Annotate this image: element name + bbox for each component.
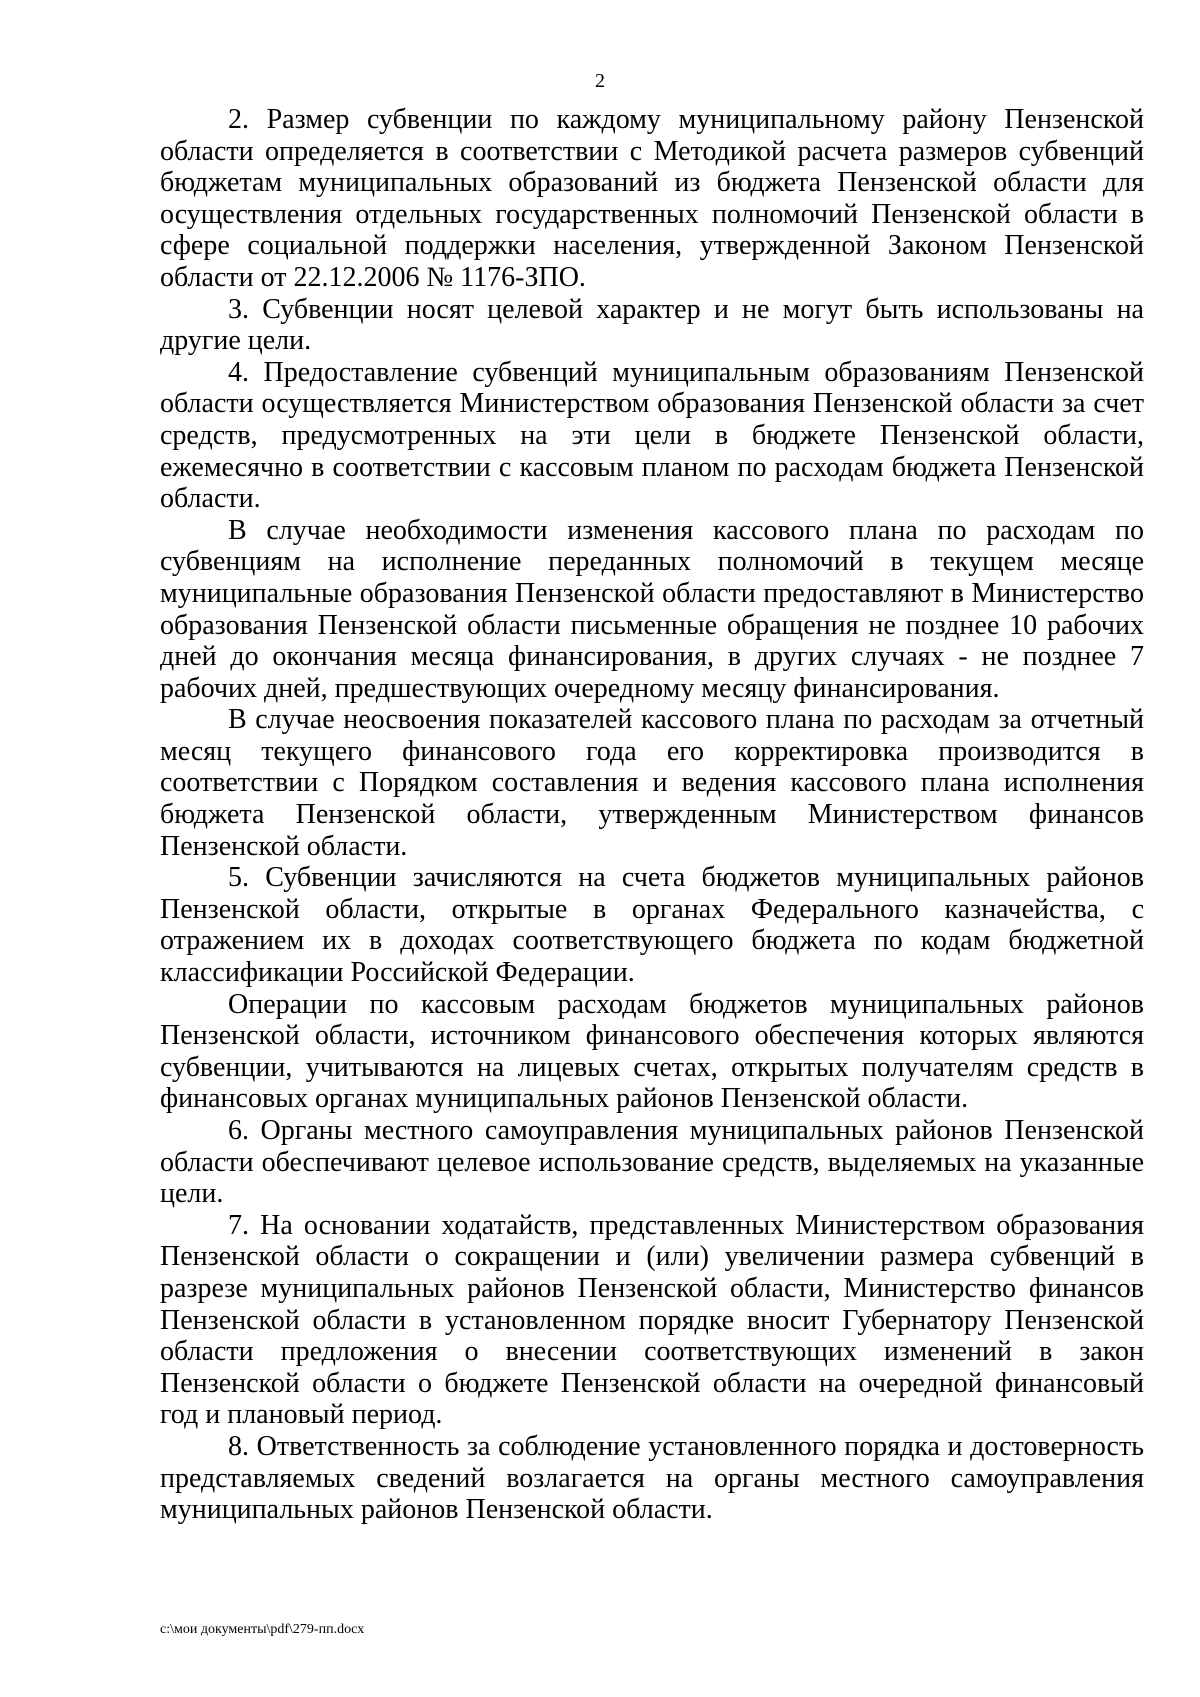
paragraph-item-2: 2. Размер субвенции по каждому муниципальному району Пензенской области определяется в соответствии с Методикой расчета размеров субвенций бюджетам муниципальных образований из бюджета Пензенской области для осуществления отдельных государственных полномочий Пензенской области в сфере социальной поддержки населения, утвержденной Законом Пензенской области от 22.12.2006 № 1176-ЗПО.	[160, 104, 1144, 293]
paragraph-item-5-operations: Операции по кассовым расходам бюджетов муниципальных районов Пензенской области, источником финансового обеспечения которых являются субвенции, учитываются на лицевых счетах, открытых получателям средств в финансовых органах муниципальных районов Пензенской области.	[160, 988, 1144, 1115]
paragraph-item-5: 5. Субвенции зачисляются на счета бюджетов муниципальных районов Пензенской области, открытые в органах Федерального казначейства, с отражением их в доходах соответствующего бюджета по кодам бюджетной классификации Российской Федерации.	[160, 862, 1144, 989]
paragraph-item-4-cash-plan-change: В случае необходимости изменения кассового плана по расходам по субвенциям на исполнение переданных полномочий в текущем месяце муниципальные образования Пензенской области предоставляют в Министерство образования Пензенской области письменные обращения не позднее 10 рабочих дней до окончания месяца финансирования, в других случаях - не позднее 7 рабочих дней, предшествующих очередному месяцу финансирования.	[160, 514, 1144, 704]
paragraph-item-6: 6. Органы местного самоуправления муниципальных районов Пензенской области обеспечивают целевое использование средств, выделяемых на указанные цели.	[160, 1115, 1144, 1210]
paragraph-item-8: 8. Ответственность за соблюдение установленного порядка и достоверность представляемых сведений возлагается на органы местного самоуправления муниципальных районов Пензенской области.	[160, 1430, 1144, 1526]
page-number: 2	[595, 70, 605, 92]
paragraph-item-4: 4. Предоставление субвенций муниципальным образованиям Пензенской области осуществляется Министерством образования Пензенской области за счет средств, предусмотренных на эти цели в бюджете Пензенской области, ежемесячно в соответствии с кассовым планом по расходам бюджета Пензенской области.	[160, 356, 1144, 515]
document-body	[160, 104, 1144, 1526]
paragraph-item-7: 7. На основании ходатайств, представленных Министерством образования Пензенской области о сокращении и (или) увеличении размера субвенций в разрезе муниципальных районов Пензенской области, Министерство финансов Пензенской области в установленном порядке вносит Губернатору Пензенской области предложения о внесении соответствующих изменений в закон Пензенской области о бюджете Пензенской области на очередной финансовый год и плановый период.	[160, 1209, 1144, 1431]
paragraph-item-3: 3. Субвенции носят целевой характер и не могут быть использованы на другие цели.	[160, 293, 1144, 357]
paragraph-item-4-cash-plan-correction: В случае неосвоения показателей кассового плана по расходам за отчетный месяц текущего финансового года его корректировка производится в соответствии с Порядком составления и ведения кассового плана исполнения бюджета Пензенской области, утвержденным Министерством финансов Пензенской области.	[160, 704, 1144, 862]
footer-file-path: c:\мои документы\pdf\279-пп.docx	[160, 1622, 365, 1637]
